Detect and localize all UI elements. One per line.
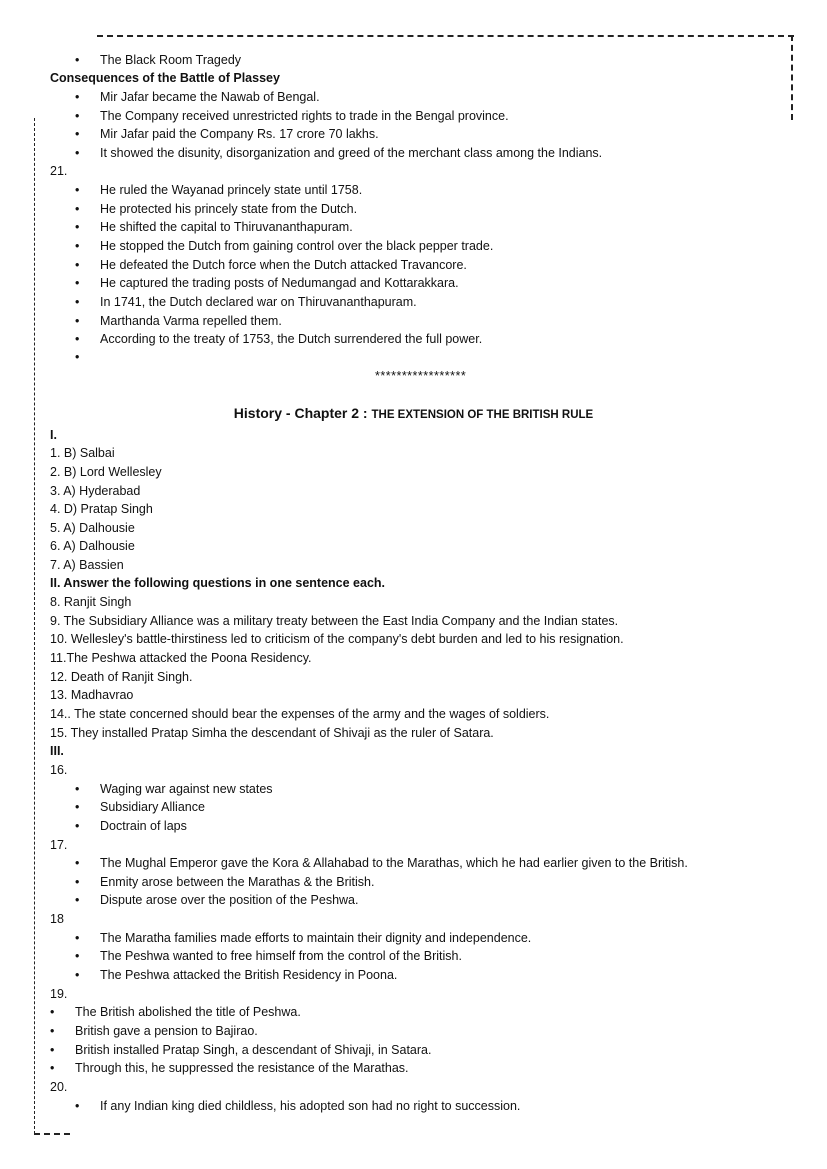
list-item: • Mir Jafar paid the Company Rs. 17 crore 70 lakhs. [100, 125, 379, 143]
short-answer: 13. Madhavrao [50, 688, 134, 702]
short-answer: 10. Wellesley's battle-thirstiness led to criticism of the company's debt burden and led to his resignation. [50, 632, 624, 646]
page-border-right [791, 35, 793, 120]
mcq-answer: 2. B) Lord Wellesley [50, 465, 162, 479]
list-item: • Subsidiary Alliance [100, 798, 205, 816]
list-item: • He stopped the Dutch from gaining control over the black pepper trade. [100, 237, 493, 255]
list-item: • He defeated the Dutch force when the Dutch attacked Travancore. [100, 256, 467, 274]
list-item: • The Black Room Tragedy [100, 51, 241, 69]
short-answer: 9. The Subsidiary Alliance was a military treaty between the East India Company and the Indian states. [50, 614, 619, 628]
list-item: • He ruled the Wayanad princely state until 1758. [100, 181, 362, 199]
list-item: • Doctrain of laps [100, 817, 187, 835]
list-item: • The Mughal Emperor gave the Kora & Allahabad to the Marathas, which he had earlier given to the British. [100, 854, 688, 872]
list-item: • The British abolished the title of Peshwa. [75, 1003, 301, 1021]
question-number: 21. [50, 164, 68, 178]
short-answer: 8. Ranjit Singh [50, 595, 132, 609]
list-item: • He captured the trading posts of Nedumangad and Kottarakkara. [100, 274, 459, 292]
mcq-answer: 6. A) Dalhousie [50, 539, 135, 553]
mcq-answer: 7. A) Bassien [50, 558, 124, 572]
chapter-title-main: History - Chapter 2 : [233, 405, 372, 421]
short-answer: 11.The Peshwa attacked the Poona Residency. [50, 651, 312, 665]
list-item: • He shifted the capital to Thiruvananthapuram. [100, 218, 353, 236]
short-answer: 12. Death of Ranjit Singh. [50, 670, 193, 684]
list-item: • If any Indian king died childless, his adopted son had no right to succession. [100, 1097, 520, 1115]
short-answer: 15. They installed Pratap Simha the descendant of Shivaji as the ruler of Satara. [50, 726, 494, 740]
list-item: • Mir Jafar became the Nawab of Bengal. [100, 88, 320, 106]
list-item: • Through this, he suppressed the resistance of the Marathas. [75, 1059, 409, 1077]
list-item: • The Peshwa wanted to free himself from the control of the British. [100, 947, 462, 965]
list-item: • Marthanda Varma repelled them. [100, 312, 282, 330]
list-item: • Enmity arose between the Marathas & the British. [100, 873, 374, 891]
section-heading: Consequences of the Battle of Plassey [50, 71, 280, 85]
section-label: II. Answer the following questions in one sentence each. [50, 576, 386, 590]
chapter-title [0, 405, 827, 421]
page-border-top [97, 35, 794, 37]
list-item: • British installed Pratap Singh, a descendant of Shivaji, in Satara. [75, 1041, 431, 1059]
list-item: • Waging war against new states [100, 780, 273, 798]
mcq-answer: 5. A) Dalhousie [50, 521, 135, 535]
list-item: • British gave a pension to Bajirao. [75, 1022, 258, 1040]
section-label: I. [50, 428, 57, 442]
question-number: 19. [50, 987, 68, 1001]
list-item: • The Company received unrestricted rights to trade in the Bengal province. [100, 107, 509, 125]
chapter-title-sub: THE EXTENSION OF THE BRITISH RULE [371, 409, 594, 421]
list-item: • According to the treaty of 1753, the Dutch surrendered the full power. [100, 330, 482, 348]
list-item: • It showed the disunity, disorganization and greed of the merchant class among the Indians. [100, 144, 602, 162]
page-border-left [34, 118, 35, 1134]
mcq-answer: 4. D) Pratap Singh [50, 502, 153, 516]
section-divider: ***************** [375, 369, 467, 383]
mcq-answer: 3. A) Hyderabad [50, 484, 141, 498]
question-number: 18 [50, 912, 64, 926]
question-number: 20. [50, 1080, 68, 1094]
page-border-bottom [34, 1133, 70, 1135]
section-label: III. [50, 744, 64, 758]
short-answer: 14.. The state concerned should bear the expenses of the army and the wages of soldiers. [50, 707, 550, 721]
list-item: • The Maratha families made efforts to maintain their dignity and independence. [100, 929, 531, 947]
list-item: • In 1741, the Dutch declared war on Thiruvananthapuram. [100, 293, 417, 311]
question-number: 16. [50, 763, 68, 777]
list-item: • Dispute arose over the position of the Peshwa. [100, 891, 358, 909]
list-item: • He protected his princely state from the Dutch. [100, 200, 357, 218]
list-item: • The Peshwa attacked the British Residency in Poona. [100, 966, 397, 984]
question-number: 17. [50, 838, 68, 852]
mcq-answer: 1. B) Salbai [50, 446, 115, 460]
